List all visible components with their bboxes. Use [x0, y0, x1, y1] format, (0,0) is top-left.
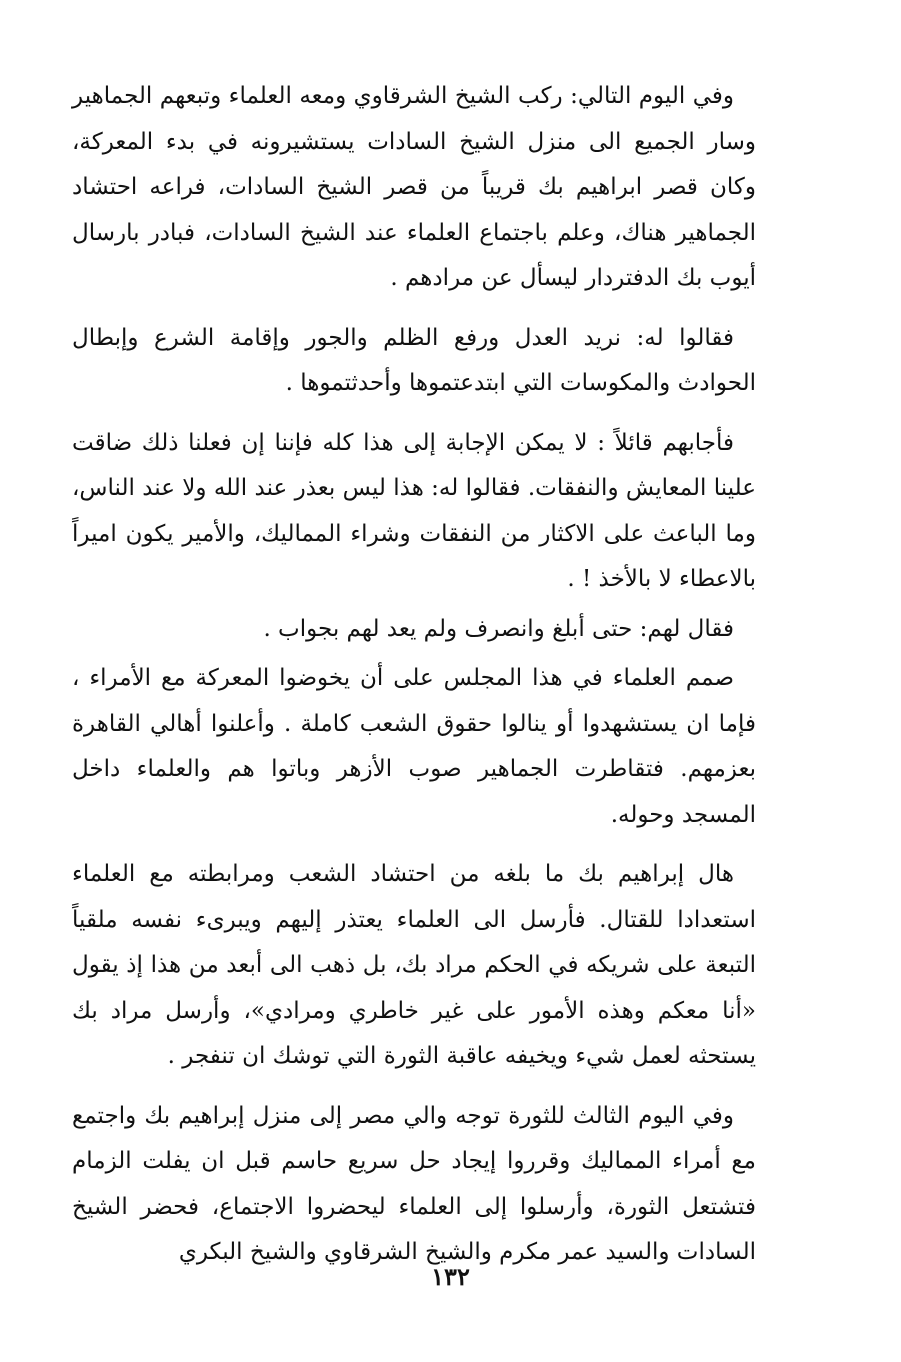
paragraph-7: وفي اليوم الثالث للثورة توجه والي مصر إلى منزل إبراهيم بك واجتمع مع أمراء المماليك وقرروا إيجاد حل سريع حاسم قبل ان يفلت الزمام فتشتعل الثورة، وأرسلوا إلى العلماء ليحضروا الاجتماع، فحضر الشيخ السادات والسيد عمر مكرم والشيخ الشرقاوي والشيخ البكري — [72, 1102, 756, 1265]
page-number: ١٣٢ — [431, 1262, 470, 1291]
paragraph-4: فقال لهم: حتى أبلغ وانصرف ولم يعد لهم بجواب . — [263, 615, 734, 642]
paragraph-2: فقالوا له: نريد العدل ورفع الظلم والجور وإقامة الشرع وإبطال الحوادث والمكوسات التي ابتدعتموها وأحدثتموها . — [72, 324, 756, 396]
paragraph-5: صمم العلماء في هذا المجلس على أن يخوضوا المعركة مع الأمراء ، فإما ان يستشهدوا أو ينالوا حقوق الشعب كاملة . وأعلنوا أهالي القاهرة بعزمهم. فتقاطرت الجماهير صوب الأزهر وباتوا هم والعلماء داخل المسجد وحوله. — [72, 665, 756, 828]
paragraph-6: هال إبراهيم بك ما بلغه من احتشاد الشعب ومرابطته مع العلماء استعدادا للقتال. فأرسل الى العلماء يعتذر إليهم ويبرىء نفسه ملقياً التبعة على شريكه في الحكم مراد بك، بل ذهب الى أبعد من هذا إذ يقول «أنا معكم وهذه الأمور على غير خاطري ومرادي»، وأرسل مراد بك يستحثه لعمل شيء ويخيفه عاقبة الثورة التي توشك ان تنفجر . — [72, 861, 756, 1069]
paragraph-3: فأجابهم قائلاً : لا يمكن الإجابة إلى هذا كله فإننا إن فعلنا ذلك ضاقت علينا المعايش والنفقات. فقالوا له: هذا ليس بعذر عند الله ولا عند الناس، وما الباعث على الاكثار من النفقات وشراء المماليك، والأمير يكون اميراً بالاعطاء لا بالأخذ ! . — [72, 429, 756, 592]
paragraph-1: وفي اليوم التالي: ركب الشيخ الشرقاوي ومعه العلماء وتبعهم الجماهير وسار الجميع الى منزل الشيخ السادات يستشيرونه في بدء المعركة، وكان قصر ابراهيم بك قريباً من قصر الشيخ السادات، فراعه احتشاد الجماهير هناك، وعلم باجتماع العلماء عند الشيخ السادات، فبادر بارسال أيوب بك الدفتردار ليسأل عن مرادهم . — [72, 83, 756, 291]
text-body — [72, 74, 756, 1276]
